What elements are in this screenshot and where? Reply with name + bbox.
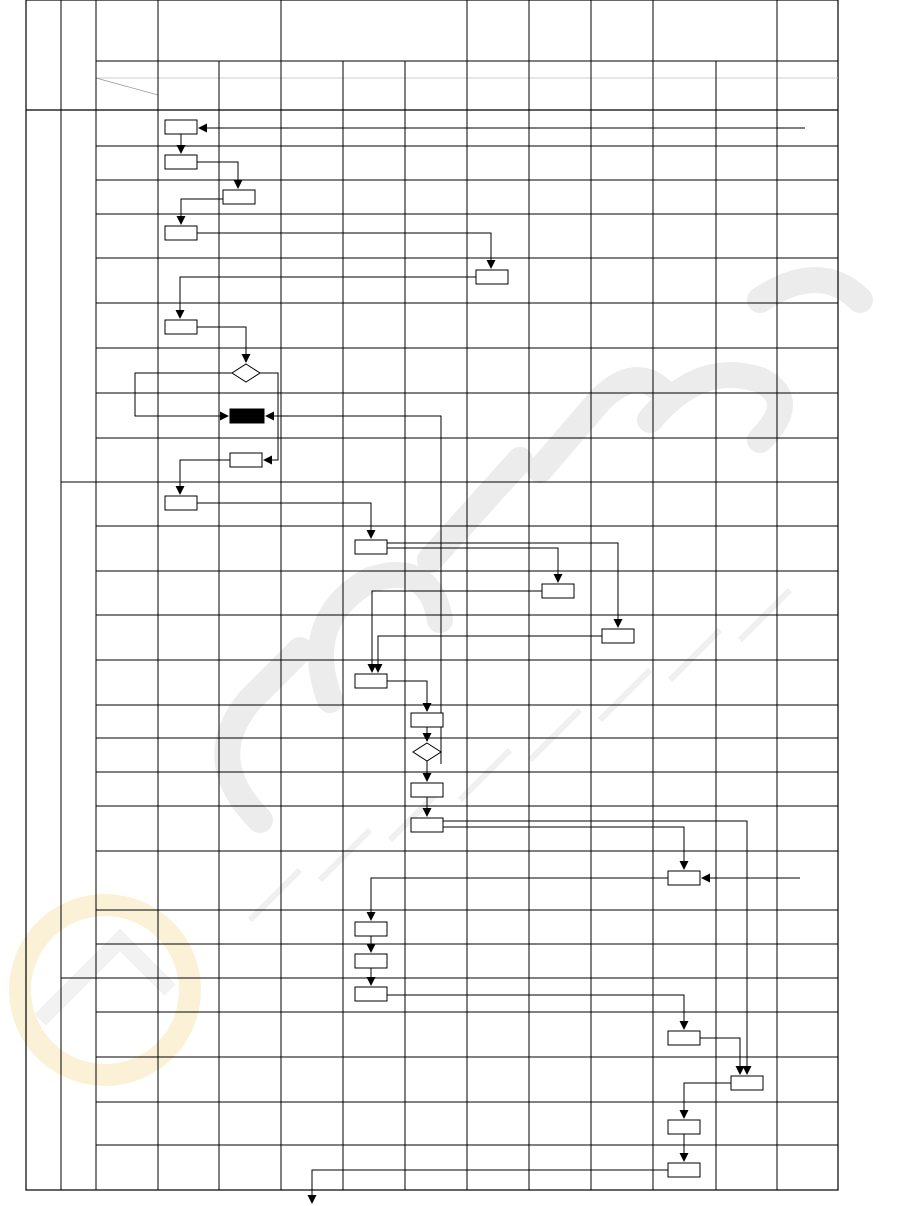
connector [378, 636, 602, 672]
connector [684, 1083, 731, 1118]
decision-diamond [413, 743, 441, 761]
connector [443, 821, 747, 1074]
process-box [165, 155, 197, 169]
decision-diamond [232, 364, 260, 382]
process-box [355, 674, 387, 688]
process-box [165, 226, 197, 240]
output-arrow [312, 1170, 668, 1203]
connector [135, 373, 232, 416]
process-box [668, 1163, 700, 1177]
connector [197, 503, 371, 538]
header-diagonal [96, 78, 158, 95]
connector [197, 233, 491, 268]
process-box [602, 629, 634, 643]
connector [700, 1038, 740, 1074]
process-box [411, 783, 443, 797]
process-box [476, 270, 508, 284]
connector [197, 162, 238, 188]
connector [180, 277, 476, 318]
process-box [731, 1076, 763, 1090]
process-box [165, 320, 197, 334]
connector [443, 827, 684, 869]
process-box [165, 120, 197, 134]
connector [181, 199, 223, 224]
process-box [668, 1120, 700, 1134]
watermark-logo [20, 280, 860, 1075]
process-box [542, 584, 574, 598]
process-box [355, 954, 387, 968]
process-box [668, 1031, 700, 1045]
process-box [165, 496, 197, 510]
process-box [668, 871, 700, 885]
process-box [223, 190, 255, 204]
process-box [355, 987, 387, 1001]
process-box [355, 540, 387, 554]
flow-nodes [165, 120, 763, 1177]
connector [197, 327, 246, 362]
filled-process-box [230, 409, 264, 423]
connector [387, 681, 427, 711]
process-box [355, 922, 387, 936]
process-box [411, 713, 443, 727]
process-box [230, 453, 262, 467]
connector [180, 460, 230, 494]
process-box [411, 818, 443, 832]
connector [371, 878, 668, 920]
flow-edges [135, 128, 805, 1203]
